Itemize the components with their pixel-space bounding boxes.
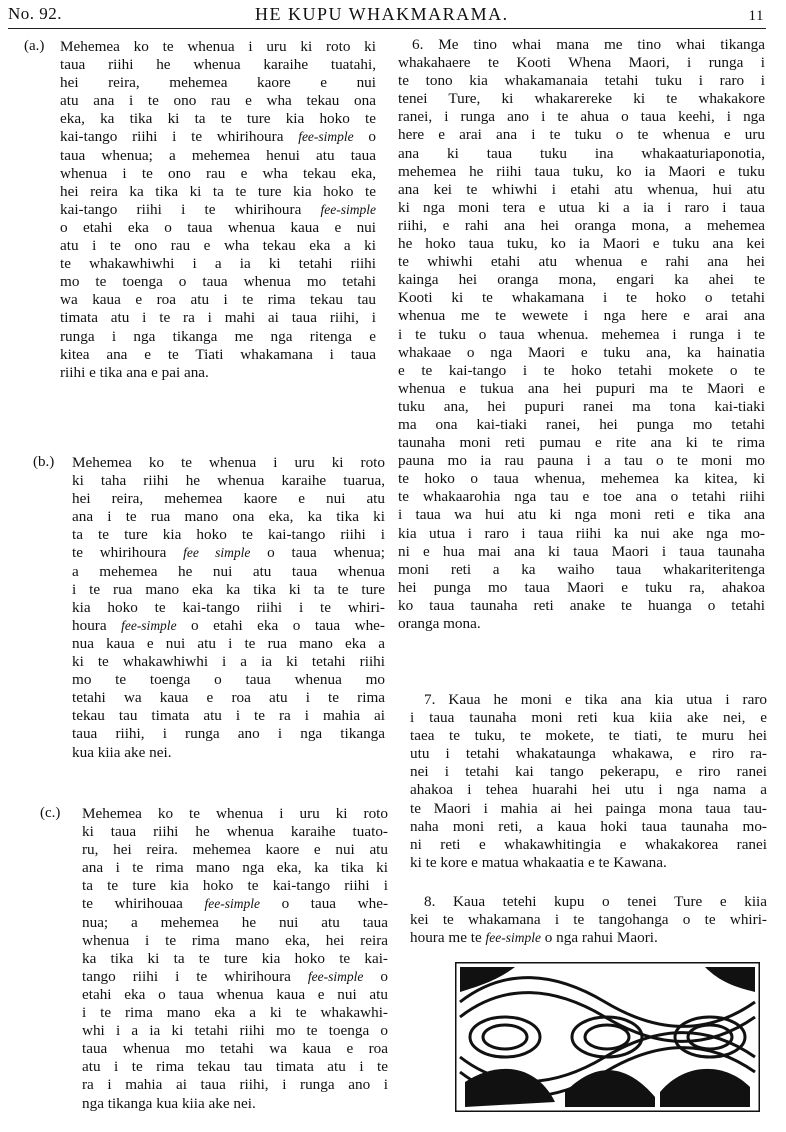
text-line: mehemea he riihi taua tuku, ko ia Maori e tuku: [398, 162, 765, 180]
text-line: eka, ka tika ki ta te ture kia hoko te: [60, 110, 376, 128]
text-line: taua whenua; a mehemea henui atu taua: [60, 146, 376, 164]
text-line: hei reira ka tika ki ta te ture kia hoko te: [60, 182, 376, 200]
text-line: ra i mahia ai taua riihi, i runga ano i: [82, 1076, 388, 1094]
text-line: ana i te rua mano ona eka, ka tika ki: [72, 508, 385, 526]
text-line: he hoko taua tuku, ko ia Maori e tuku ana kei: [398, 235, 765, 253]
text-line: 7. Kaua he moni e tika ana kia utua i raro: [424, 691, 767, 708]
text-line: 8. Kaua tetehi kupu o tenei Ture e kiia: [424, 893, 767, 910]
text-line: ta te ture kia hoko te kai-tango riihi i: [82, 877, 388, 895]
text-line: i te tuku o taua whenua. mehemea i runga i te: [398, 325, 765, 343]
text-line: tekau tau timata atu i te ra i mahia ai: [72, 707, 385, 725]
text-line: taua whenua mo tetahi wa kaua e roa: [82, 1040, 388, 1058]
text-line: e te kai-tango i te hoko tetahi mokete o te: [398, 361, 765, 379]
decorative-ornament: [455, 962, 760, 1112]
text-line: ahakoa i tehea huarahi hei utu i nga nama a: [410, 781, 767, 799]
text-line: tango riihi i te whirihoura fee-simple o: [82, 967, 389, 985]
text-line: ki te kore e matua whakaatia e te Kawana.: [410, 853, 667, 871]
clause-a: [60, 38, 376, 382]
text-line: kia utua i raro i taua riihi ka nui ake nga mo-: [398, 524, 765, 542]
text-line: te whakaarohia nga tau e toe ana o tetahi riihi: [398, 488, 765, 506]
text-line: i taua wa hui atu ki nga moni reti e tika ana: [398, 506, 765, 524]
text-line: 6. Me tino whai mana me tino whai tikanga: [412, 36, 765, 53]
text-line: ru, hei reira. mehemea kaore e nui atu: [82, 841, 388, 859]
text-line: kainga hei oranga mona, engari ka ahei te: [398, 271, 765, 289]
text-line: naha moni reti, a kaua hoki taua taunaha mo-: [410, 817, 767, 835]
text-line: ki te whakawhiwhi i a ia ki tetahi riihi: [72, 653, 385, 671]
text-line: whenua i te ono rau e wha tekau eka,: [60, 164, 376, 182]
text-line: taua riihi, i runga ano i nga tikanga: [72, 725, 385, 743]
section-7: [410, 691, 767, 872]
text-line: whakahaere te Kooti Whena Maori, i runga i: [398, 54, 765, 72]
clause-b-label: (b.): [33, 454, 55, 470]
text-line: whenua me te wewete i nga here e arai ana: [398, 307, 765, 325]
text-line: whenua e tukua ana hei pupuri ma te Maori e: [398, 379, 765, 397]
section-6: [398, 36, 765, 633]
text-line: here e arai ana i te tuku o te whenua e uru: [398, 126, 765, 144]
text-line: te whirihouaa fee-simple o taua whe-: [82, 895, 388, 913]
text-line: whakaae o nga Maori e tuku ana, ka hainatia: [398, 343, 765, 361]
text-line: o etahi eka o taua whenua kaua e nui: [60, 218, 376, 236]
text-line: te whirihoura fee simple o taua whenua;: [72, 544, 385, 562]
section-8: [410, 893, 767, 947]
text-line: taea te tuku, te mokete, te tiati, te muru hei: [410, 727, 767, 745]
text-line: kai-tango riihi i te whirihoura fee-simple o: [60, 128, 377, 146]
text-line: nei i tetahi kai tango pekerapu, e riro ranei: [410, 763, 767, 781]
text-line: timata atu i te ra i mahi ai taua riihi, i: [60, 309, 376, 327]
text-line: runga i nga tikanga me nga ritenga e: [60, 327, 376, 345]
text-line: nga tikanga kua kiia ake nei.: [82, 1094, 256, 1112]
text-line: mo te toenga o taua whenua mo tetahi: [60, 273, 376, 291]
text-line: i te rima mano eka a ki te whakawhi-: [82, 1004, 388, 1022]
page-title: HE KUPU WHAKMARAMA.: [255, 4, 509, 24]
text-line: tuku ana, hei pupuri ranei ma tona kai-tiaki: [398, 397, 765, 415]
text-line: Mehemea ko te whenua i uru ki roto: [72, 454, 385, 471]
text-line: pauna mo ia rau pauna i a tau o te moni mo: [398, 452, 765, 470]
text-line: oranga mona.: [398, 615, 481, 632]
text-line: whi i a ia ki tetahi riihi mo te toenga o: [82, 1022, 388, 1040]
text-line: houra me te fee-simple o nga rahui Maori.: [410, 929, 658, 947]
text-line: nua; a mehemea he nui atu taua: [82, 913, 388, 931]
text-line: utu i tetahi whakataunga whakawa, e riro ra-: [410, 745, 767, 763]
text-line: ta te ture kia hoko te kai-tango riihi i: [72, 526, 385, 544]
clause-a-label: (a.): [24, 38, 45, 54]
text-line: moni reti a ka waiho taua whakariteritenga: [398, 560, 765, 578]
text-line: ni reti e whakawhitingia e whakakorea ranei: [410, 835, 767, 853]
clause-c: [82, 805, 388, 1113]
text-line: kei te whakamana i te tangohanga o te whiri-: [410, 911, 767, 929]
text-line: ki taua riihi he whenua karaihe tuato-: [82, 823, 388, 841]
text-line: te whiwhi etahi atu whenua e rahi ana hei: [398, 253, 765, 271]
text-line: kitea ana e te Tiati whakamana i taua: [60, 345, 376, 363]
text-line: wa kaua e roa atu i te rima tekau tau: [60, 291, 376, 309]
text-line: hei reira, mehemea kaore e nui: [60, 74, 376, 92]
text-line: kai-tango riihi i te whirihoura fee-simple: [60, 200, 376, 218]
text-line: hei punga mo taua Maori e tuku ra, ahakoa: [398, 578, 765, 596]
text-line: kia hoko te kai-tango riihi i te whiri-: [72, 598, 385, 616]
text-line: Mehemea ko te whenua i uru ki roto: [82, 805, 388, 822]
text-line: taua riihi he whenua karaihe tuatahi,: [60, 56, 376, 74]
text-line: Kooti ki te whakamana i te hoko o tetahi: [398, 289, 765, 307]
text-line: ki taha riihi he whenua karaihe tuarua,: [72, 472, 385, 490]
text-line: ka tika ki ta te ture kia hoko te kai-: [82, 949, 388, 967]
text-line: Mehemea ko te whenua i uru ki roto ki: [60, 38, 376, 55]
text-line: ranei, i runga ano i te ahua o taua keehi, i nga: [398, 108, 765, 126]
header-rule: [8, 28, 766, 29]
text-line: riihi e tika ana e pai ana.: [60, 363, 209, 381]
page-number: 11: [748, 8, 764, 24]
text-line: ko taua taunaha reti anake te huanga o tetahi: [398, 596, 765, 614]
text-line: nua kaua e nui atu i te rua mano eka a: [72, 634, 385, 652]
text-line: etahi eka o taua whenua kaua e nui atu: [82, 985, 388, 1003]
text-line: atu ana i te ono rau e wha tekau ona: [60, 92, 376, 110]
text-line: a mehemea he nui atu taua whenua: [72, 562, 385, 580]
text-line: atu i te ono rau e wha tekau eka a ki: [60, 237, 376, 255]
text-line: houra fee-simple o etahi eka o taua whe-: [72, 616, 385, 634]
text-line: te tono kia whakamanaia tetahi tuku i raro i: [398, 72, 765, 90]
text-line: te whakawhiwhi i a ia ki tetahi riihi: [60, 255, 376, 273]
text-line: ana ki taua tuku ina whakaaturiaponotia,: [398, 144, 765, 162]
text-line: te hoko o taua whenua, mehemea ka kitea, ki: [398, 470, 765, 488]
text-line: ni e hua mai ana ki taua Maori i taua taunaha: [398, 542, 765, 560]
text-line: ana kei te whiwhi i etahi atu whenua, hui atu: [398, 180, 765, 198]
text-line: whenua i te rima mano eka, hei reira: [82, 931, 388, 949]
page-series-number: No. 92.: [8, 4, 63, 23]
text-line: te Maori i mahia ai hei painga mona taua tau-: [410, 799, 767, 817]
text-line: taunaha moni reti pumau e rite ana ki te rima: [398, 434, 765, 452]
text-line: ana i te rima mano nga eka, ka tika ki: [82, 859, 388, 877]
text-line: tenei Ture, ki whakarereke ki te whakakore: [398, 90, 765, 108]
text-line: ki nga moni tera e utua ki a ia i raro i taua: [398, 198, 765, 216]
text-line: i taua taunaha moni reti kua kiia ake nei, e: [410, 709, 767, 727]
text-line: i te rua mano eka ka tika ki ta te ture: [72, 580, 385, 598]
text-line: mo te toenga o taua whenua mo: [72, 671, 385, 689]
text-line: ma ona kai-tiaki ranei, hei punga mo tetahi: [398, 415, 765, 433]
clause-c-label: (c.): [40, 805, 61, 821]
text-line: tetahi wa kaua e roa atu i te rima: [72, 689, 385, 707]
text-line: hei reira, mehemea kaore e nui atu: [72, 490, 385, 508]
clause-b: [72, 454, 385, 762]
text-line: kua kiia ake nei.: [72, 743, 172, 761]
text-line: riihi, e rahi ana hei oranga mona, a mehemea: [398, 216, 765, 234]
text-line: atu i te rima tekau tau timata atu i te: [82, 1058, 388, 1076]
